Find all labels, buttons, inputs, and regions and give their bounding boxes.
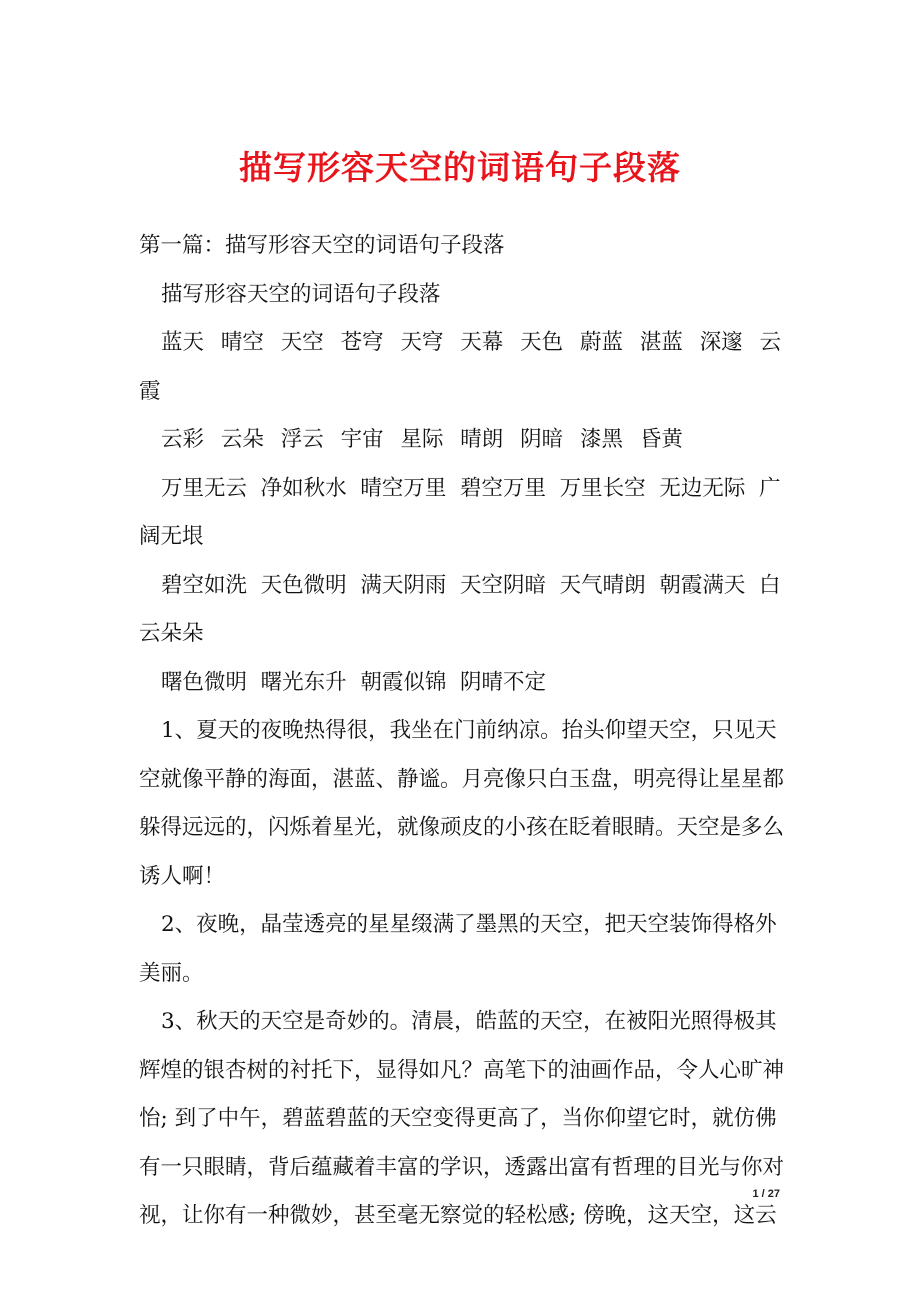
- word: 浮云: [280, 427, 324, 452]
- word: 天幕: [460, 330, 504, 355]
- page-number: 1 / 27: [752, 1188, 780, 1200]
- word: 星际: [400, 427, 444, 452]
- word: 蔚蓝: [580, 330, 624, 355]
- document-body: [139, 222, 784, 1241]
- word: 苍穹: [340, 330, 384, 355]
- word: 云霞: [139, 330, 782, 404]
- phrase-line: 曙色微明 曙光东升 朝霞似锦 阴晴不定: [161, 669, 547, 695]
- word: 天穹: [400, 330, 444, 355]
- document-title: 描写形容天空的词语句子段落: [239, 148, 681, 187]
- word: 漆黑: [580, 427, 624, 452]
- word: 天色: [520, 330, 564, 355]
- phrase-line: 碧空如洗 天色微明 满天阴雨 天空阴暗 天气晴朗 朝霞满天 白云朵朵: [139, 572, 781, 646]
- word: 宇宙: [340, 427, 384, 452]
- paragraph: 3、秋天的天空是奇妙的。清晨，皓蓝的天空，在被阳光照得极其辉煌的银杏树的衬托下，显得如凡？高笔下的油画作品，令人心旷神怡; 到了中午，碧蓝碧蓝的天空变得更高了，当你仰望它时，就仿佛有一只眼睛，背后蕴藏着丰富的学识，透露出富有哲理的目光与你对视，让你有一种微妙，甚至毫无察觉的轻松感; 傍晚，这天空，这云: [139, 1009, 785, 1228]
- word: 晴空: [220, 330, 264, 355]
- word: 晴朗: [460, 427, 504, 452]
- word: 湛蓝: [639, 330, 683, 355]
- word: 云朵: [220, 427, 264, 452]
- phrase-line: 万里无云 净如秋水 晴空万里 碧空万里 万里长空 无边无际 广阔无垠: [139, 475, 781, 549]
- word: 昏黄: [639, 427, 683, 452]
- paragraph: 1、夏天的夜晚热得很，我坐在门前纳凉。抬头仰望天空，只见天空就像平静的海面，湛蓝、静谧。月亮像只白玉盘，明亮得让星星都躲得远远的，闪烁着星光，就像顽皮的小孩在眨着眼睛。天空是多么诱人啊！: [139, 718, 785, 889]
- word: 阴暗: [520, 427, 564, 452]
- section-heading: 第一篇：描写形容天空的词语句子段落: [139, 233, 505, 258]
- word: 天空: [280, 330, 324, 355]
- word: 蓝天: [161, 330, 205, 355]
- word: 云彩: [161, 427, 205, 452]
- word-row: [139, 416, 784, 465]
- subheading: 描写形容天空的词语句子段落: [161, 281, 441, 307]
- word: 深邃: [699, 330, 743, 355]
- word-row: [139, 319, 784, 416]
- paragraph: 2、夜晚，晶莹透亮的星星缀满了墨黑的天空，把天空装饰得格外美丽。: [139, 912, 777, 986]
